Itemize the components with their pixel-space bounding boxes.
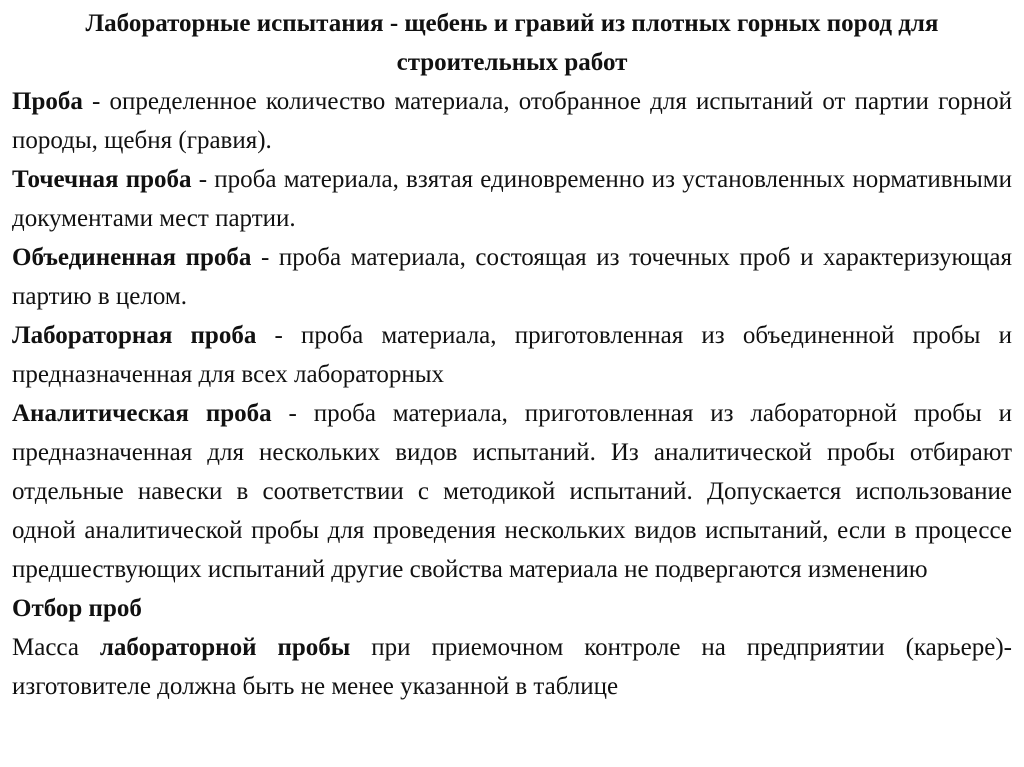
sampling-paragraph xyxy=(12,628,1012,706)
definition-proba xyxy=(12,82,1012,160)
sampling-bold-term: лабораторной пробы xyxy=(99,634,351,661)
term-point-sample: Точечная проба xyxy=(12,166,192,193)
term-lab-sample: Лабораторная проба xyxy=(12,322,257,349)
definition-analytical-sample-text: - проба материала, приготовленная из лабораторной пробы и предназначенная для нескольких видов испытаний. Из аналитической пробы отбирают отдельные навески в соответствии с методикой испытаний. Допускается использование одной аналитической пробы для проведения нескольких видов испытаний, если в процессе предшествующих испытаний другие свойства материала не подвергаются изменению xyxy=(12,400,1013,583)
definition-lab-sample-text: - проба материала, приготовленная из объединенной пробы и предназначенная для всех лабораторных xyxy=(12,322,1012,388)
definition-proba-text: - определенное количество материала, отобранное для испытаний от партии горной породы, щебня (гравия). xyxy=(12,88,1012,154)
title-line-2: строительных работ xyxy=(396,49,628,76)
term-proba: Проба xyxy=(12,88,83,115)
document-page xyxy=(12,4,1012,706)
definition-point-sample xyxy=(12,160,1012,238)
definition-lab-sample xyxy=(12,316,1012,394)
term-combined-sample: Объединенная проба xyxy=(12,244,252,271)
term-analytical-sample: Аналитическая проба xyxy=(12,400,272,427)
section-heading-sampling: Отбор проб xyxy=(12,595,142,622)
sampling-text-before: Масса xyxy=(12,634,100,661)
definition-combined-sample-text: - проба материала, состоящая из точечных проб и характеризующая партию в целом. xyxy=(12,244,1012,310)
definition-analytical-sample xyxy=(12,394,1012,589)
page-title xyxy=(12,4,1012,82)
sampling-text-after: при приемочном контроле на предприятии (карьере)-изготовителе должна быть не менее указанной в таблице xyxy=(12,634,1012,700)
definition-point-sample-text: - проба материала, взятая единовременно из установленных нормативными документами мест партии. xyxy=(12,166,1012,232)
definition-combined-sample xyxy=(12,238,1012,316)
title-line-1: Лабораторные испытания - щебень и гравий из плотных горных пород для xyxy=(85,10,939,37)
